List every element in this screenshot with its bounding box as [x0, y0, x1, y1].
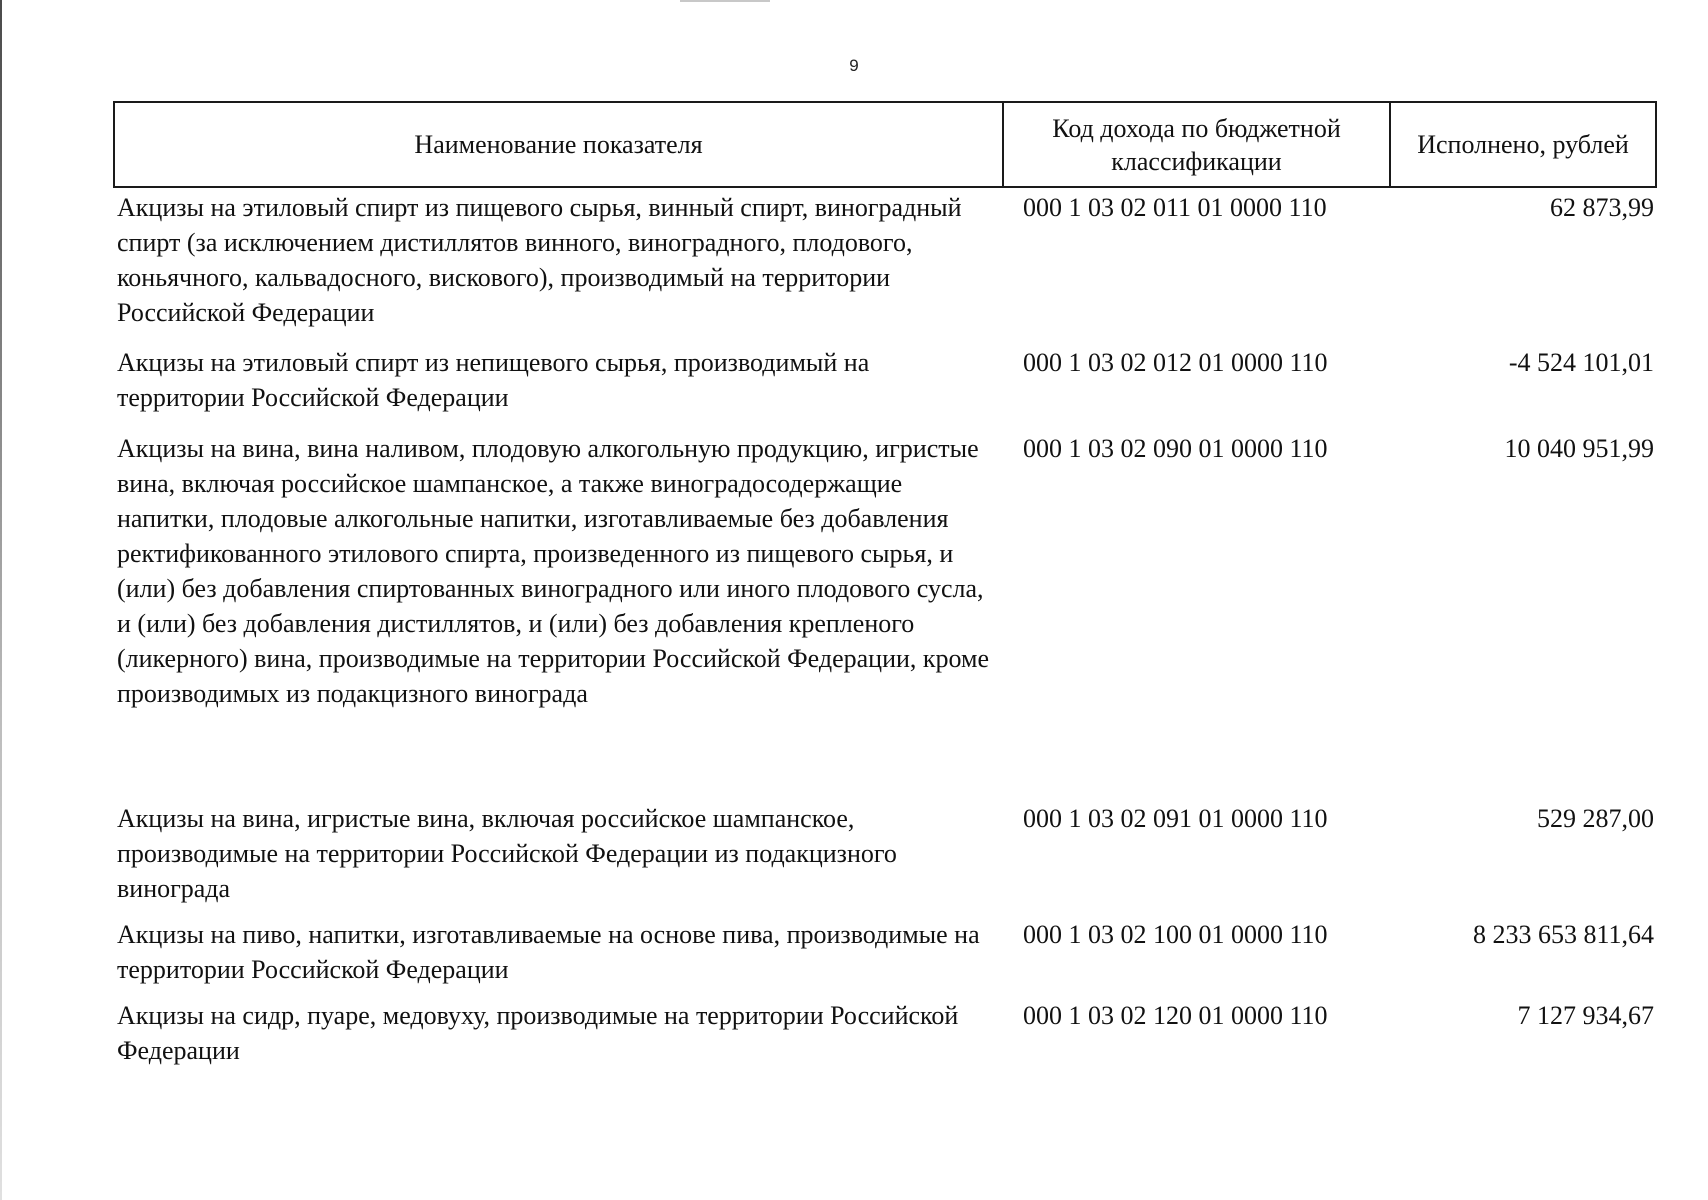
- row-amount: 8 233 653 811,64: [1472, 920, 1654, 949]
- row-amount: 7 127 934,67: [1517, 1001, 1654, 1030]
- row-name: Акцизы на пиво, напитки, изготавливаемые на основе пива, производимые на территории Российской Федерации: [117, 920, 980, 984]
- table-row: [113, 801, 1657, 906]
- row-code: 000 1 03 02 100 01 0000 110: [1023, 920, 1328, 949]
- table-row: [113, 917, 1657, 987]
- header-name: Наименование показателя: [115, 103, 1004, 186]
- row-code: 000 1 03 02 011 01 0000 110: [1023, 193, 1327, 222]
- table-row: [113, 190, 1657, 330]
- row-code: 000 1 03 02 012 01 0000 110: [1023, 348, 1328, 377]
- table-row: [113, 998, 1657, 1068]
- row-amount: 62 873,99: [1550, 193, 1654, 222]
- scan-edge: [0, 0, 2, 1200]
- row-amount: -4 524 101,01: [1508, 348, 1654, 377]
- table-row: [113, 431, 1657, 711]
- row-name: Акцизы на сидр, пуаре, медовуху, производимые на территории Российской Федерации: [117, 1001, 959, 1065]
- page-number: 9: [849, 56, 859, 75]
- row-code: 000 1 03 02 120 01 0000 110: [1023, 1001, 1328, 1030]
- header-code: Код дохода по бюджетной классификации: [1004, 103, 1391, 186]
- row-code: 000 1 03 02 090 01 0000 110: [1023, 434, 1328, 463]
- table-row: [113, 345, 1657, 415]
- scan-mark: [680, 0, 770, 2]
- row-name: Акцизы на этиловый спирт из непищевого сырья, производимый на территории Российской Федерации: [117, 348, 870, 412]
- header-amount: Исполнено, рублей: [1417, 130, 1629, 159]
- row-name: Акцизы на вина, вина наливом, плодовую алкогольную продукцию, игристые вина, включая российское шампанское, а также виноградосодержащие напитки, плодовые алкогольные напитки, изготавливаемые без добавления ректификованного этилового спирта, произведенного из пищевого сырья, и (или) без добавления спиртованных виноградного или иного плодового сусла, и (или) без добавления дистиллятов, и (или) без добавления крепленого (ликерного) вина, производимые на территории Российской Федерации, кроме производимых из подакцизного винограда: [117, 434, 990, 708]
- row-amount: 529 287,00: [1537, 804, 1654, 833]
- row-code: 000 1 03 02 091 01 0000 110: [1023, 804, 1328, 833]
- row-name: Акцизы на вина, игристые вина, включая российское шампанское, производимые на территории Российской Федерации из подакцизного винограда: [117, 804, 897, 903]
- row-amount: 10 040 951,99: [1504, 434, 1654, 463]
- row-name: Акцизы на этиловый спирт из пищевого сырья, винный спирт, виноградный спирт (за исключением дистиллятов винного, виноградного, плодового, коньячного, кальвадосного, вискового), производимый на территории Российской Федерации: [117, 193, 962, 327]
- table-header: [113, 101, 1657, 188]
